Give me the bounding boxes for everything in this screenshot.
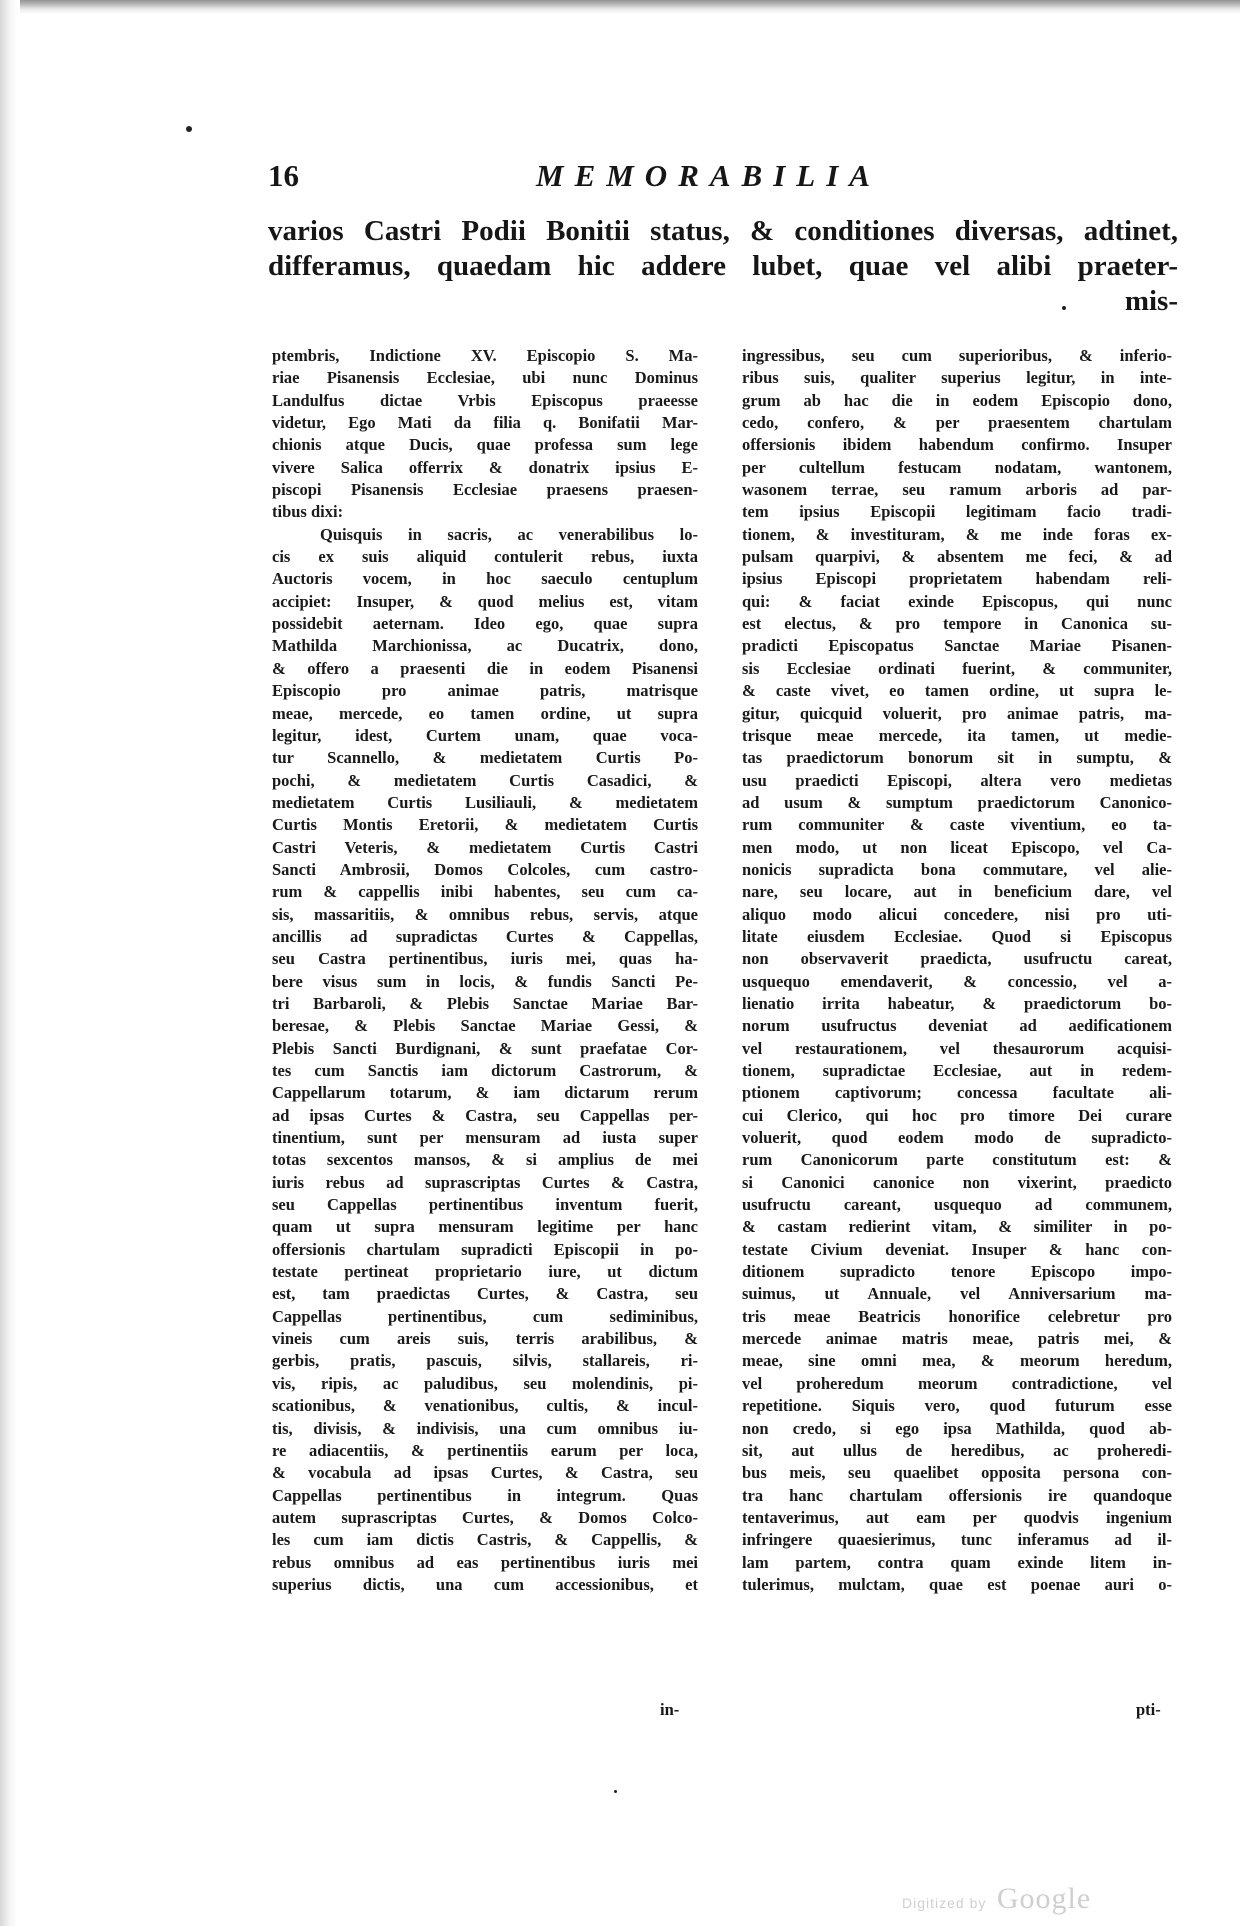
text-line: norum usufructus deveniat ad aedificationem — [742, 1016, 1172, 1036]
ink-speck — [186, 126, 192, 132]
intro-line: varios Castri Podii Bonitii status, & conditiones diversas, adtinet, — [268, 215, 1178, 247]
text-line: riae Pisanensis Ecclesiae, ubi nunc Dominus — [272, 368, 698, 388]
text-line: superius dictis, una cum accessionibus, et — [272, 1574, 698, 1594]
text-line: grum ab hac die in eodem Episcopio dono, — [742, 390, 1172, 410]
text-line: cedo, confero, & per praesentem chartulam — [742, 413, 1172, 433]
text-line: possidebit aeternam. Ideo ego, quae supra — [272, 614, 698, 634]
text-line: Mathilda Marchionissa, ac Ducatrix, dono, — [272, 636, 698, 656]
text-line: lam partem, contra quam exinde litem in- — [742, 1552, 1172, 1572]
text-line: rebus omnibus ad eas pertinentibus iuris mei — [272, 1552, 698, 1572]
text-line: bere visus sum in locis, & fundis Sancti Pe- — [272, 971, 698, 991]
text-line: & vocabula ad ipsas Curtes, & Castra, seu — [272, 1463, 698, 1483]
text-line: usquequo emendaverit, & concessio, vel a- — [742, 971, 1172, 991]
text-line: les cum iam dictis Castris, & Cappellis, & — [272, 1530, 698, 1550]
text-line: rum communiter & caste viventium, eo ta- — [742, 815, 1172, 835]
text-line: tulerimus, mulctam, quae est poenae auri o- — [742, 1574, 1172, 1594]
text-line: autem suprascriptas Curtes, & Domos Colco- — [272, 1507, 698, 1527]
text-line: ad usum & sumptum praedictorum Canonico- — [742, 792, 1172, 812]
text-line: tris meae Beatricis honorifice celebretur pro — [742, 1306, 1172, 1326]
text-line: gerbis, pratis, pascuis, silvis, stallareis, ri- — [272, 1351, 698, 1371]
text-line: quam ut supra mensuram legitime per hanc — [272, 1217, 698, 1237]
text-line: offersionis ibidem habendum confirmo. Insuper — [742, 435, 1172, 455]
text-line: tionem, supradictae Ecclesiae, aut in redem- — [742, 1061, 1172, 1080]
text-line: rum & cappellis inibi habentes, seu cum ca- — [272, 882, 698, 902]
text-line: ad ipsas Curtes & Castra, seu Cappellas per- — [272, 1105, 698, 1125]
intro-paragraph — [268, 214, 1178, 319]
text-line: nonicis supradicta bona commutare, vel alie- — [742, 859, 1172, 879]
text-line: ribus suis, qualiter superius legitur, in inte- — [742, 368, 1172, 388]
intro-line: differamus, quaedam hic addere lubet, quae vel alibi praeter- — [268, 250, 1178, 282]
text-line: ingressibus, seu cum superioribus, & inferio- — [742, 346, 1172, 365]
text-line: men modo, ut non liceat Episcopo, vel Ca- — [742, 837, 1172, 857]
text-line: testate pertineat proprietario iure, ut dictum — [272, 1262, 698, 1282]
text-line: mercede animae matris meae, patris mei, & — [742, 1329, 1172, 1349]
scan-edge-top — [20, 0, 1240, 14]
text-line: voluerit, quod eodem modo de supradicto- — [742, 1128, 1172, 1148]
page-number: 16 — [268, 158, 299, 193]
text-line: tis, divisis, & indivisis, una cum omnibus iu- — [272, 1418, 698, 1438]
text-line: per cultellum festucam nodatam, wantonem, — [742, 457, 1172, 477]
text-line: tra hanc chartulam offersionis ire quandoque — [742, 1485, 1172, 1505]
text-line: beresae, & Plebis Sanctae Mariae Gessi, & — [272, 1016, 698, 1036]
text-line: chionis atque Ducis, quae professa sum lege — [272, 435, 698, 455]
text-line: vivere Salica offerrix & donatrix ipsius E- — [272, 457, 698, 477]
intro-line: mis- — [1124, 285, 1178, 317]
scan-edge-left — [0, 0, 18, 1926]
text-line: usufructu careant, usquequo ad communem, — [742, 1195, 1172, 1215]
text-line: suimus, ut Annuale, vel Anniversarium ma- — [742, 1284, 1172, 1304]
text-line: tas praedictorum bonorum sit in sumptu, & — [742, 748, 1172, 768]
text-line: Curtis Montis Eretorii, & medietatem Curtis — [272, 815, 698, 835]
text-line: Cappellarum totarum, & iam dictarum rerum — [272, 1083, 698, 1103]
text-line: ancillis ad supradictas Curtes & Cappellas, — [272, 926, 698, 946]
text-line: medietatem Curtis Lusiliauli, & medietatem — [272, 792, 698, 812]
text-line: pulsam quarpivi, & absentem me feci, & ad — [742, 547, 1172, 567]
text-line: vel restaurationem, vel thesaurorum acquisi- — [742, 1038, 1172, 1058]
text-line: lienatio irrita habeatur, & praedictorum bo- — [742, 993, 1172, 1013]
text-line: tri Barbaroli, & Plebis Sanctae Mariae Bar- — [272, 993, 698, 1013]
text-line: tentaverimus, aut eam per quodvis ingenium — [742, 1507, 1172, 1527]
text-line: non credo, si ego ipsa Mathilda, quod ab- — [742, 1418, 1172, 1438]
text-line: Quisquis in sacris, ac venerabilibus lo- — [320, 524, 698, 544]
digitization-watermark — [902, 1882, 1091, 1916]
text-line: accipiet: Insuper, & quod melius est, vitam — [272, 591, 698, 611]
text-line: Sancti Ambrosii, Domos Colcoles, cum castro- — [272, 859, 698, 879]
text-line: sit, aut ullus de heredibus, ac proheredi- — [742, 1440, 1172, 1460]
text-line: scationibus, & venationibus, cultis, & incul- — [272, 1396, 698, 1416]
text-line: & castam redierint vitam, & similiter in po- — [742, 1217, 1172, 1237]
text-line: wasonem terrae, seu ramum arboris ad par- — [742, 480, 1172, 500]
ink-speck — [614, 1790, 617, 1793]
text-line: piscopi Pisanensis Ecclesiae praesens praesen- — [272, 480, 698, 500]
text-line: gitur, quicquid voluerit, pro animae patris, ma- — [742, 703, 1172, 723]
text-line: ditionem supradicto tenore Episcopo impo- — [742, 1262, 1172, 1282]
text-line: seu Cappellas pertinentibus inventum fuerit, — [272, 1195, 698, 1215]
text-line: testate Civium deveniat. Insuper & hanc con- — [742, 1239, 1172, 1259]
text-line: repetitione. Siquis vero, quod futurum esse — [742, 1396, 1172, 1416]
text-line: totas sexcentos mansos, & si amplius de mei — [272, 1150, 698, 1170]
left-catchword: in- — [660, 1700, 680, 1719]
text-line: sis, massaritiis, & omnibus rebus, servis, atque — [272, 904, 698, 924]
text-line: Auctoris vocem, in hoc saeculo centuplum — [272, 569, 698, 589]
text-line: pradicti Episcopatus Sanctae Mariae Pisanen- — [742, 636, 1172, 656]
text-line: est, tam praedictas Curtes, & Castra, seu — [272, 1284, 698, 1304]
text-line: Cappellas pertinentibus in integrum. Quas — [272, 1485, 698, 1505]
text-line: pochi, & medietatem Curtis Casadici, & — [272, 770, 698, 790]
text-line: offersionis chartulam supradicti Episcopii in po- — [272, 1239, 698, 1259]
left-column — [272, 345, 698, 1596]
text-line: Episcopio pro animae patris, matrisque — [272, 681, 698, 701]
right-column — [742, 345, 1172, 1596]
running-title: MEMORABILIA — [536, 158, 881, 193]
text-line: cis ex suis aliquid contulerit rebus, iuxta — [272, 547, 698, 567]
text-line: Landulfus dictae Vrbis Episcopus praeesse — [272, 390, 698, 410]
text-line: seu Castra pertinentibus, iuris mei, quas ha- — [272, 949, 698, 969]
text-line: videtur, Ego Mati da filia q. Bonifatii Mar- — [272, 413, 698, 433]
text-line: meae, sine omni mea, & meorum heredum, — [742, 1351, 1172, 1371]
text-line: litate eiusdem Ecclesiae. Quod si Episcopus — [742, 926, 1172, 946]
google-logo-text: Google — [996, 1882, 1092, 1915]
text-line: ipsius Episcopi proprietatem habendam reli- — [742, 569, 1172, 589]
text-line: & caste vivet, eo tamen ordine, ut supra le- — [742, 681, 1172, 701]
text-line: si Canonici canonice non vixerint, praedicto — [742, 1172, 1172, 1192]
text-line: tinentium, sunt per mensuram ad iusta super — [272, 1128, 698, 1148]
text-line: Castri Veteris, & medietatem Curtis Castri — [272, 837, 698, 857]
text-line: trisque meae mercede, ita tamen, ut medie- — [742, 725, 1172, 745]
text-line: tes cum Sanctis iam dictorum Castrorum, & — [272, 1061, 698, 1080]
text-line: infringere quaesierimus, tunc inferamus ad il- — [742, 1530, 1172, 1550]
text-line: re adiacentiis, & pertinentiis earum per loca, — [272, 1440, 698, 1460]
text-line: vis, ripis, ac paludibus, seu molendinis, pi- — [272, 1373, 698, 1393]
text-line: qui: & faciat exinde Episcopus, qui nunc — [742, 591, 1172, 611]
text-line: tionem, & investituram, & me inde foras ex- — [742, 524, 1172, 544]
text-line: tem ipsius Episcopii legitimam facio tradi- — [742, 502, 1172, 522]
text-line: aliquo modo alicui concedere, nisi pro uti- — [742, 904, 1172, 924]
watermark-digitized-by: Digitized by — [902, 1895, 987, 1911]
text-line: vineis cum areis suis, terris arabilibus, & — [272, 1329, 698, 1349]
text-line: cui Clerico, qui hoc pro timore Dei curare — [742, 1105, 1172, 1125]
text-line: rum Canonicorum parte constitutum est: & — [742, 1150, 1172, 1170]
text-line: ptembris, Indictione XV. Episcopio S. Ma- — [272, 346, 698, 365]
text-line: non observaverit praedicta, usufructu careat, — [742, 949, 1172, 969]
text-line: legitur, idest, Curtem unam, quae voca- — [272, 725, 698, 745]
text-line: bus meis, seu quaelibet opposita persona con- — [742, 1463, 1172, 1483]
text-line: tur Scannello, & medietatem Curtis Po- — [272, 748, 698, 768]
text-line: est electus, & pro tempore in Canonica su- — [742, 614, 1172, 634]
text-line: nare, seu locare, aut in beneficium dare, vel — [742, 882, 1172, 902]
text-line: ptionem captivorum; concessa facultate ali- — [742, 1083, 1172, 1103]
text-line: & offero a praesenti die in eodem Pisanensi — [272, 658, 698, 678]
text-line: Plebis Sancti Burdignani, & sunt praefatae Cor- — [272, 1038, 698, 1058]
text-line: sis Ecclesiae ordinati fuerint, & communiter, — [742, 658, 1172, 678]
text-line: iuris rebus ad suprascriptas Curtes & Castra, — [272, 1172, 698, 1192]
page-header — [268, 158, 928, 206]
text-line: usu praedicti Episcopi, altera vero medietas — [742, 770, 1172, 790]
text-line: meae, mercede, eo tamen ordine, ut supra — [272, 703, 698, 723]
text-line: tibus dixi: — [272, 502, 344, 522]
right-catchword: pti- — [1136, 1700, 1161, 1719]
text-line: Cappellas pertinentibus, cum sediminibus, — [272, 1306, 698, 1326]
text-line: vel proheredum meorum contradictione, vel — [742, 1373, 1172, 1393]
